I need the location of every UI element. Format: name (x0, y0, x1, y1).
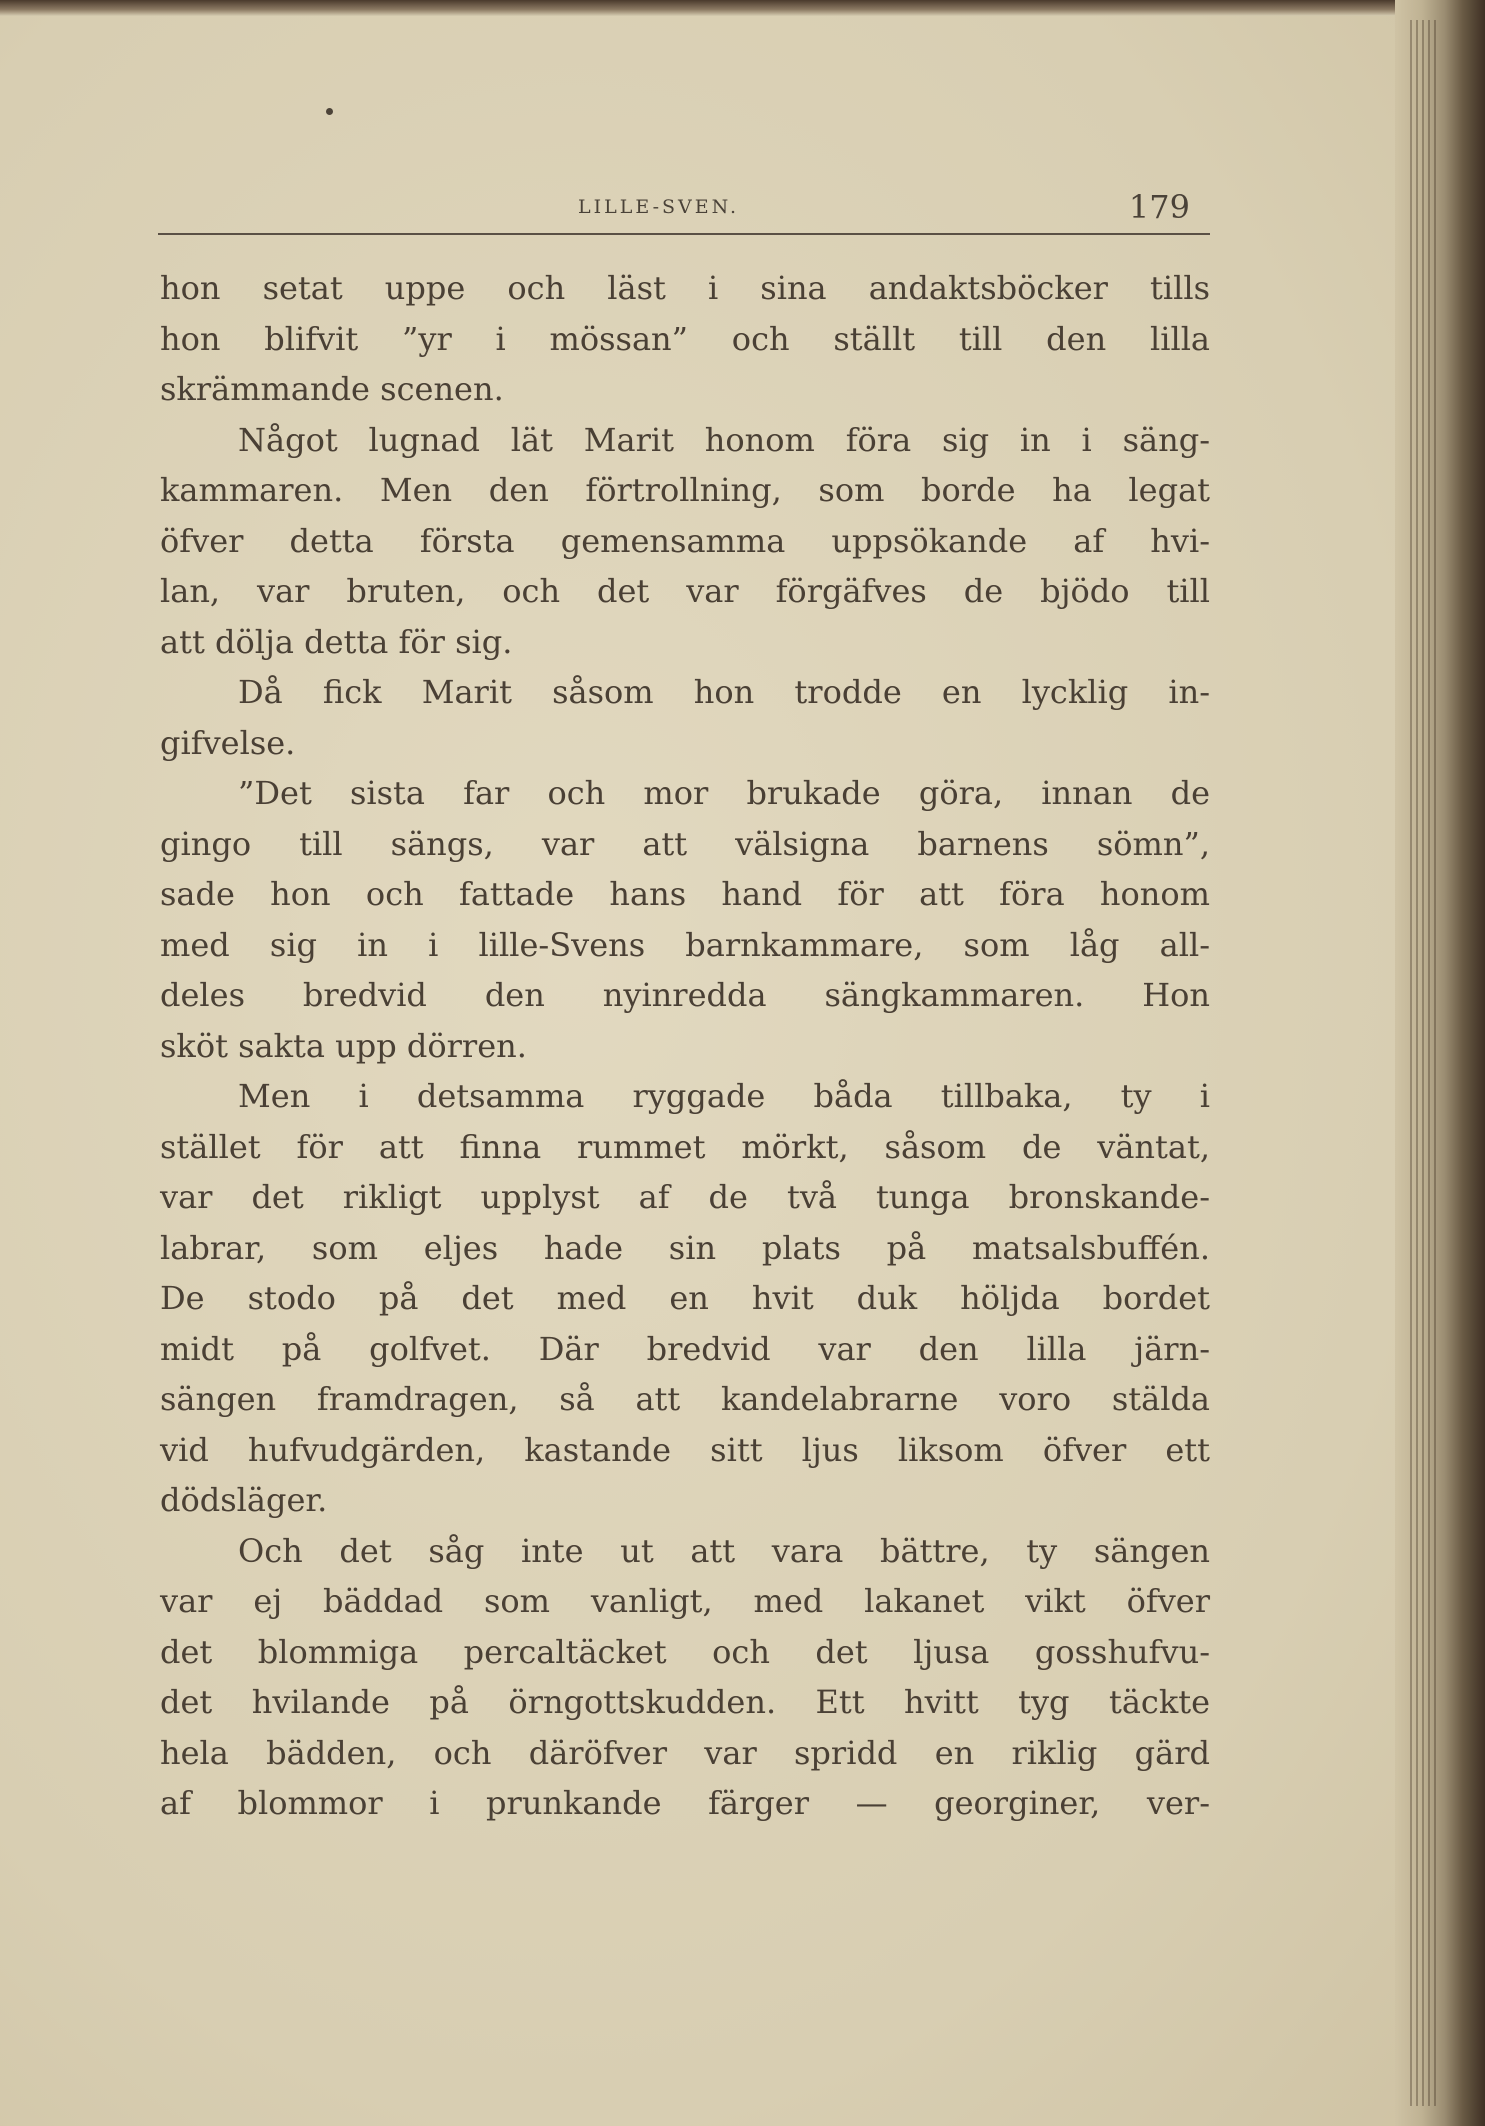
text-line: var det rikligt upplyst af de två tunga bronskande- (160, 1178, 1210, 1216)
text-line: gifvelse. (160, 723, 296, 762)
text-line: med sig in i lille-Svens barnkammare, som låg all- (160, 925, 1210, 964)
text-line: att dölja detta för sig. (160, 622, 513, 661)
body-text (160, 263, 1210, 1829)
running-head (158, 188, 1210, 228)
text-line: Men i detsamma ryggade båda tillbaka, ty i (238, 1077, 1210, 1115)
text-line: sade hon och fattade hans hand för att föra honom (160, 875, 1210, 913)
text-line: lan, var bruten, och det var förgäfves de bjödo till (160, 572, 1210, 610)
text-line: hon blifvit ”yr i mössan” och ställt till den lilla (160, 319, 1210, 358)
text-line: midt på golfvet. Där bredvid var den lilla järn- (160, 1329, 1210, 1368)
header-rule (158, 233, 1210, 235)
text-line: det blommiga percaltäcket och det ljusa gosshufvu- (160, 1632, 1210, 1671)
page-top-edge (0, 0, 1430, 16)
book-gutter (1395, 0, 1485, 2126)
text-line: det hvilande på örngottskudden. Ett hvitt tyg täckte (160, 1683, 1210, 1721)
text-line: dödsläger. (160, 1481, 328, 1519)
running-head-title: LILLE-SVEN. (578, 196, 740, 218)
text-line: Då fick Marit såsom hon trodde en lycklig in- (238, 673, 1210, 711)
text-line: hon setat uppe och läst i sina andaktsböcker tills (160, 269, 1210, 307)
text-line: sköt sakta upp dörren. (160, 1026, 527, 1065)
page-number: 179 (1128, 188, 1190, 226)
text-line: labrar, som eljes hade sin plats på matsalsbuffén. (160, 1228, 1210, 1267)
text-line: var ej bäddad som vanligt, med lakanet vikt öfver (160, 1582, 1210, 1620)
text-line: stället för att finna rummet mörkt, såsom de väntat, (160, 1127, 1210, 1166)
text-line: De stodo på det med en hvit duk höljda bordet (160, 1279, 1210, 1317)
text-line: gingo till sängs, var att välsigna barnens sömn”, (160, 824, 1210, 863)
text-line: vid hufvudgärden, kastande sitt ljus liksom öfver ett (160, 1430, 1210, 1469)
text-line: ”Det sista far och mor brukade göra, innan de (238, 774, 1210, 812)
text-line: Och det såg inte ut att vara bättre, ty sängen (238, 1531, 1210, 1570)
text-line: deles bredvid den nyinredda sängkammaren. Hon (160, 976, 1210, 1014)
text-line: hela bädden, och däröfver var spridd en riklig gärd (160, 1733, 1210, 1772)
text-line: Något lugnad lät Marit honom föra sig in i säng- (238, 420, 1210, 459)
page-stack-edges (1410, 20, 1440, 2106)
text-line: sängen framdragen, så att kandelabrarne voro stälda (160, 1380, 1210, 1418)
text-line: af blommor i prunkande färger — georginer, ver- (160, 1784, 1210, 1822)
text-line: skrämmande scenen. (160, 370, 504, 408)
text-line: kammaren. Men den förtrollning, som borde ha legat (160, 471, 1210, 509)
text-line: öfver detta första gemensamma uppsökande af hvi- (160, 521, 1210, 560)
ink-speck (326, 108, 333, 115)
